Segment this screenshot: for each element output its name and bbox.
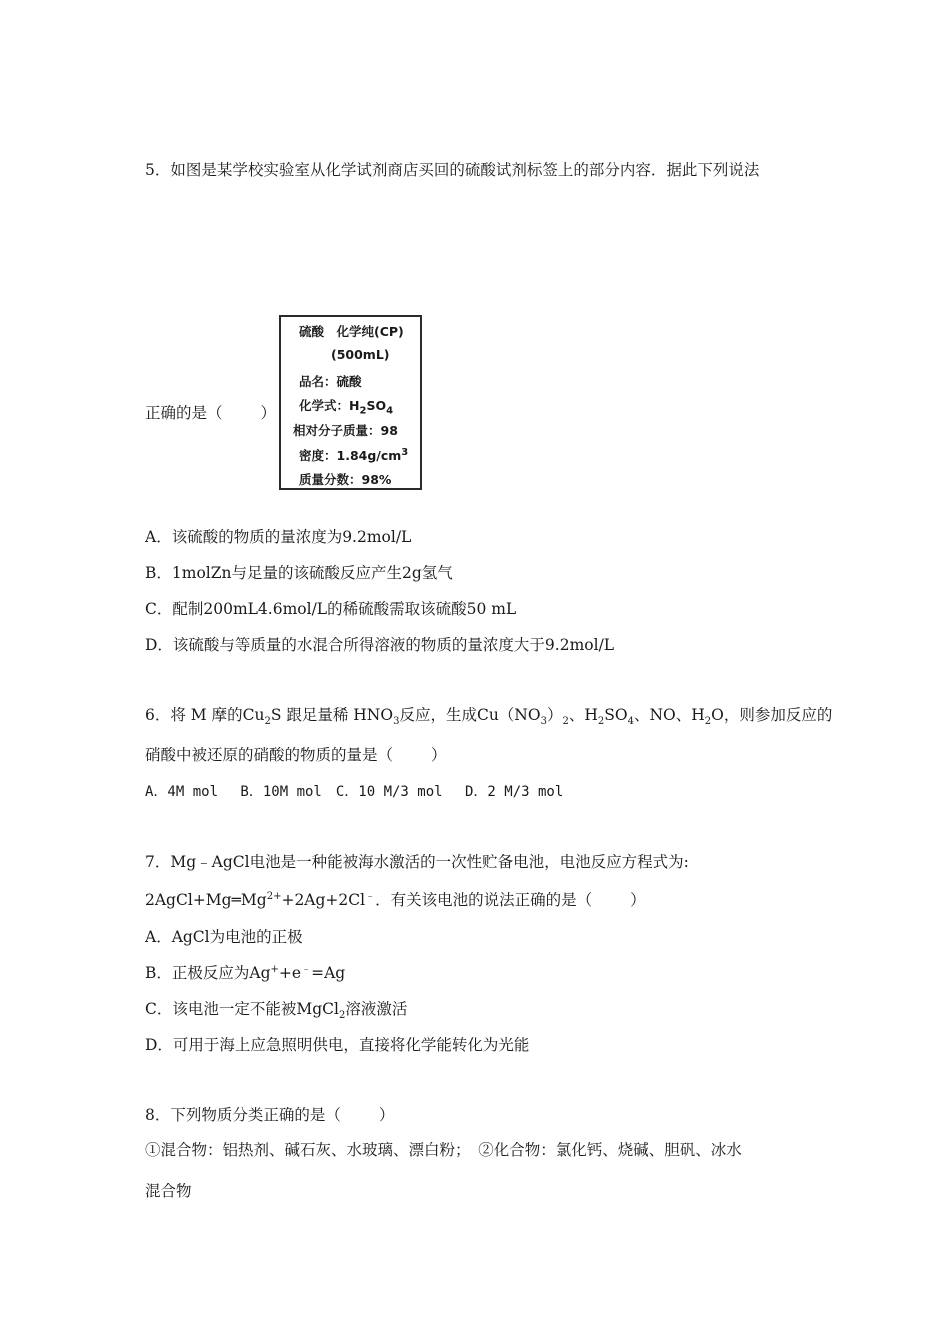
q6-options: A．4M mol B．10M mol C．10 M/3 mol D．2 M/3 mol xyxy=(145,784,564,800)
label-mass-fraction: 质量分数：98% xyxy=(299,472,392,487)
q5-stem: 5．如图是某学校实验室从化学试剂商店买回的硫酸试剂标签上的部分内容．据此下列说法 xyxy=(145,161,760,179)
label-title: 硫酸 化学纯(CP) xyxy=(299,324,404,339)
q7-option-a: A．AgCl为电池的正极 xyxy=(145,928,303,946)
label-molar-mass: 相对分子质量：98 xyxy=(293,423,398,438)
q5-stem2-suffix: ） xyxy=(260,404,277,422)
q5-option-b: B．1molZn与足量的该硫酸反应产生2g氢气 xyxy=(145,564,453,582)
q7-option-c: C．该电池一定不能被MgCl$_2$溶液激活 xyxy=(145,1000,408,1022)
label-density: 密度：$1.84g/cm^3$ xyxy=(299,446,409,463)
q8-line2: 混合物 xyxy=(145,1182,192,1200)
label-formula: 化学式：$H_2SO_4$ xyxy=(299,398,394,417)
q7-option-d: D．可用于海上应急照明供电，直接将化学能转化为光能 xyxy=(145,1036,530,1054)
q8-line1: ①混合物：铝热剂、碱石灰、水玻璃、漂白粉； ②化合物：氯化钙、烧碱、胆矾、冰水 xyxy=(145,1141,742,1159)
q5-stem-continued xyxy=(145,403,276,423)
q6-stem: 6．将 M 摩的$Cu_2S$ 跟足量稀 $HNO_3$反应，生成$Cu(NO_3)_2$、$H_2SO_4$、NO、$H_2O$，则参加反应的 xyxy=(145,706,833,728)
q5-option-a: A．该硫酸的物质的量浓度为9.2mol/L xyxy=(145,528,412,546)
label-volume: (500mL) xyxy=(331,347,390,362)
q5-stem2-prefix: 正确的是（ xyxy=(145,404,223,422)
q7-stem: 7．Mg﹣AgCl电池是一种能被海水激活的一次性贮备电池，电池反应方程式为: xyxy=(145,853,689,871)
reagent-label xyxy=(279,315,422,490)
q5-option-d: D．该硫酸与等质量的水混合所得溶液的物质的量浓度大于9.2mol/L xyxy=(145,636,615,654)
q5-option-c: C．配制200mL4.6mol/L的稀硫酸需取该硫酸50 mL xyxy=(145,600,517,618)
q6-stem-continued: 硝酸中被还原的硝酸的物质的量是（ ） xyxy=(145,746,447,764)
q8-stem: 8．下列物质分类正确的是（ ） xyxy=(145,1106,395,1124)
q7-equation: $2AgCl+Mg═Mg^{2+}+2Ag+2Cl^﹣$．有关该电池的说法正确的是（ ） xyxy=(145,890,646,909)
label-name: 品名：硫酸 xyxy=(299,374,362,389)
q7-option-b: B．正极反应为Ag++e﹣=Ag xyxy=(145,963,346,982)
